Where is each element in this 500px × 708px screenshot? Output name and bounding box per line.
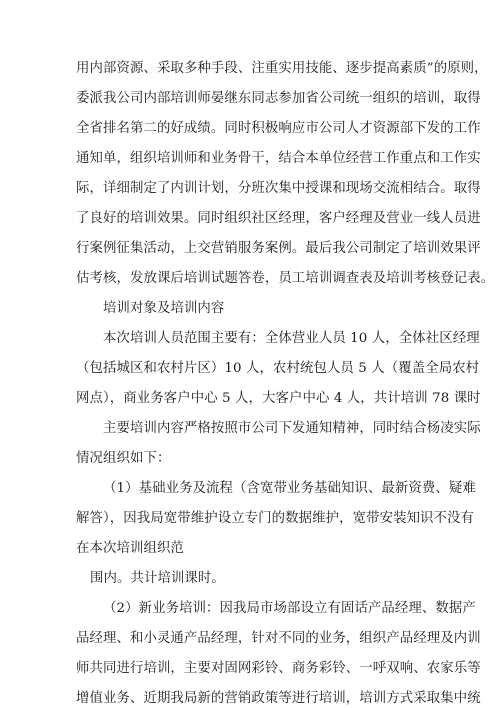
list-item-line: 增值业务、近期我局新的营销政策等进行培训，培训方式采取集中统 [76, 691, 481, 706]
list-item-line: （1）基础业务及流程（含宽带业务基础知识、最新资费、疑难 [103, 481, 476, 496]
paragraph-line: 全省排名第二的好成绩。同时积极响应市公司人才资源部下发的工作 [76, 121, 481, 136]
paragraph-line: 用内部资源、采取多种手段、注重实用技能、逐步提高素质”的原则， [76, 61, 488, 76]
paragraph-line: 通知单，组织培训师和业务骨干，结合本单位经营工作重点和工作实 [76, 151, 481, 166]
list-item-line: 在本次培训组织范 [76, 541, 184, 556]
paragraph-line: 主要培训内容严格按照市公司下发通知精神，同时结合杨凌实际 [103, 421, 481, 436]
list-item-line: 品经理、和小灵通产品经理，针对不同的业务，组织产品经理及内训 [76, 631, 481, 646]
paragraph-line: 行案例征集活动，上交营销服务案例。最后我公司制定了培训效果评 [76, 241, 481, 256]
paragraph-line: 估考核，发放课后培训试题答卷，员工培训调查表及培训考核登记表。 [76, 271, 495, 286]
list-item-line: （2）新业务培训：因我局市场部设立有固话产品经理、数据产 [103, 601, 476, 616]
paragraph-line: 围内。共计培训课时。 [90, 571, 225, 586]
paragraph-line: 了良好的培训效果。同时组织社区经理，客户经理及营业一线人员进 [76, 211, 481, 226]
paragraph-line: 际，详细制定了内训计划，分班次集中授课和现场交流相结合。取得 [76, 181, 481, 196]
paragraph-line: （包括城区和农村片区）10 人，农村统包人员 5 人（覆盖全局农村 [76, 361, 480, 376]
paragraph-line: 本次培训人员范围主要有：全体营业人员 10 人，全体社区经理 [103, 331, 480, 346]
paragraph-line: 情况组织如下： [76, 451, 171, 466]
section-heading: 培训对象及培训内容 [103, 301, 225, 316]
paragraph-line: 委派我公司内部培训师晏继东同志参加省公司统一组织的培训，取得 [76, 91, 481, 106]
list-item-line: 解答），因我局宽带维护设立专门的数据维护，宽带安装知识不没有 [76, 511, 475, 526]
paragraph-line: 网点），商业务客户中心 5 人，大客户中心 4 人，共计培训 78 课时 [76, 391, 481, 406]
list-item-line: 师共同进行培训，主要对固网彩铃、商务彩铃、一呼双响、农家乐等 [76, 661, 481, 676]
